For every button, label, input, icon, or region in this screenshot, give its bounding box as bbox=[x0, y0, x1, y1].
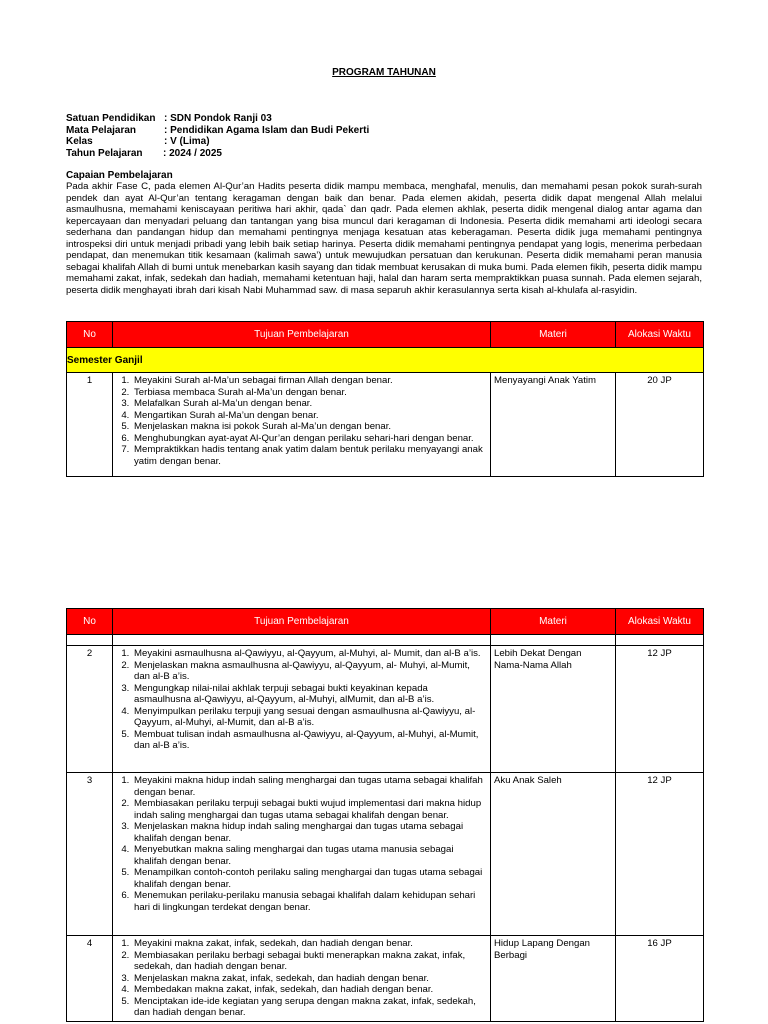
list-item: 3. Menjelaskan makna hidup indah saling menghargai dan tugas utama sebagai khalifah dengan benar. bbox=[132, 821, 486, 844]
list-item: 2. Membiasakan perilaku berbagi sebagai bukti menerapkan makna zakat, infak, sedekah, dan hadiah dengan benar. bbox=[132, 950, 486, 973]
empty-row bbox=[67, 635, 704, 646]
materi-cell: Menyayangi Anak Yatim bbox=[491, 373, 616, 477]
list-item: 7. Mempraktikkan hadis tentang anak yatim dalam bentuk perilaku menyayangi anak yatim dengan benar. bbox=[132, 444, 486, 467]
list-item: 1. Meyakini Surah al-Ma’un sebagai firman Allah dengan benar. bbox=[132, 375, 486, 387]
list-item: 3. Melafalkan Surah al-Ma’un dengan benar. bbox=[132, 398, 486, 410]
header-no: No bbox=[67, 322, 113, 348]
empty-cell bbox=[616, 635, 704, 646]
alokasi-cell: 16 JP bbox=[616, 936, 704, 1022]
row-number: 3 bbox=[67, 773, 113, 936]
capaian-paragraph: Pada akhir Fase C, pada elemen Al-Qur’an Hadits peserta didik mampu membaca, menghafal, menulis, dan memahami pesan pokok surah-surah pendek dan ayat Al-Qur’an tentang keragaman dengan baik dan benar. Pada elemen akidah, peserta didik dapat mengenal Allah melalui asmaulhusna, memahami keniscayaan peritiwa hari akhir, qada` dan qadr. Pada elemen akhlak, peserta didik mengenal dialog antar agama dan kepercayaan dan menyadari peluang dan tantangan yang bisa muncul dari keragaman di Indonesia. Peserta didik memahami arti ideologi secara sederhana dan pandangan hidup dan memahami pentingnya menjaga kesatuan atas keberagaman. Peserta didik juga memahami pentingnya introspeksi diri untuk menjadi pribadi yang lebih baik setiap harinya. Peserta didik memahami pentingnya pendapat yang logis, menerima perbedaan pendapat, dan menemukan titik kesamaan (kalimah sawa’) untuk mewujudkan persatuan dan kerukunan. Peserta didik memahami peran manusia sebagai khalifah Allah di bumi untuk menebarkan kasih sayang dan tidak membuat kerusakan di muka bumi. Pada elemen fikih, peserta didik mampu memahami zakat, infak, sedekah dan hadiah, memahami ketentuan haji, halal dan haram serta mempraktikkan puasa sunnah. Pada elemen sejarah, peserta didik menghayati ibrah dari kisah Nabi Muhammad saw. di masa separuh akhir kerasulannya serta kisah al-khulafa al-rasyidin. bbox=[66, 181, 702, 296]
list-item: 5. Menciptakan ide-ide kegiatan yang serupa dengan makna zakat, infak, sedekah, dan hadiah dengan benar. bbox=[132, 996, 486, 1019]
empty-cell bbox=[491, 635, 616, 646]
materi-cell: Aku Anak Saleh bbox=[491, 773, 616, 936]
tujuan-list bbox=[113, 773, 490, 915]
info-value: : SDN Pondok Ranji 03 bbox=[164, 113, 272, 124]
tujuan-cell bbox=[113, 373, 491, 477]
table-row bbox=[67, 936, 704, 1022]
row-number: 1 bbox=[67, 373, 113, 477]
tujuan-cell bbox=[113, 646, 491, 773]
tujuan-cell bbox=[113, 936, 491, 1022]
empty-cell bbox=[67, 635, 113, 646]
program-table-1 bbox=[66, 321, 704, 477]
list-item: 3. Menjelaskan makna zakat, infak, sedekah, dan hadiah dengan benar. bbox=[132, 973, 486, 985]
header-no: No bbox=[67, 609, 113, 635]
info-label: Satuan Pendidikan bbox=[66, 113, 156, 124]
info-label: Mata Pelajaran bbox=[66, 124, 137, 136]
program-table-2 bbox=[66, 608, 704, 1022]
semester-row bbox=[67, 348, 704, 373]
identity-block bbox=[66, 113, 369, 159]
info-value: : 2024 / 2025 bbox=[163, 147, 222, 159]
list-item: 4. Mengartikan Surah al-Ma’un dengan benar. bbox=[132, 410, 486, 422]
table-row bbox=[67, 773, 704, 936]
list-item: 5. Menjelaskan makna isi pokok Surah al-Ma’un dengan benar. bbox=[132, 421, 486, 433]
header-materi: Materi bbox=[491, 322, 616, 348]
tujuan-list bbox=[113, 646, 490, 754]
page-title: PROGRAM TAHUNAN bbox=[332, 67, 436, 78]
list-item: 5. Membuat tulisan indah asmaulhusna al-Qawiyyu, al-Qayyum, al-Muhyi, al-Mumit, dan al-B a’is. bbox=[132, 729, 486, 752]
capaian-heading: Capaian Pembelajaran bbox=[66, 170, 173, 181]
info-value: : V (Lima) bbox=[164, 136, 210, 147]
table-header-row bbox=[67, 609, 704, 635]
info-row bbox=[66, 113, 369, 125]
list-item: 4. Menyebutkan makna saling menghargai dan tugas utama manusia sebagai khalifah dengan benar. bbox=[132, 844, 486, 867]
semester-label: Semester Ganjil bbox=[67, 348, 704, 373]
table-row bbox=[67, 373, 704, 477]
list-item: 3. Mengungkap nilai-nilai akhlak terpuji sebagai bukti keyakinan kepada asmaulhusna al-Qawiyyu, al-Qayyum, al-Muhyi, alMumit, dan al-B a’is. bbox=[132, 683, 486, 706]
list-item: 4. Membedakan makna zakat, infak, sedekah, dan hadiah dengan benar. bbox=[132, 984, 486, 996]
list-item: 2. Terbiasa membaca Surah al-Ma’un dengan benar. bbox=[132, 387, 486, 399]
list-item: 2. Membiasakan perilaku terpuji sebagai bukti wujud implementasi dari makna hidup indah saling menghargai dan tugas utama sebagai khalifah dengan benar. bbox=[132, 798, 486, 821]
alokasi-cell: 20 JP bbox=[616, 373, 704, 477]
alokasi-cell: 12 JP bbox=[616, 773, 704, 936]
info-value: : Pendidikan Agama Islam dan Budi Pekerti bbox=[164, 124, 370, 136]
info-row bbox=[66, 125, 369, 137]
info-row bbox=[66, 136, 369, 148]
list-item: 1. Meyakini makna zakat, infak, sedekah, dan hadiah dengan benar. bbox=[132, 938, 486, 950]
list-item: 5. Menampilkan contoh-contoh perilaku saling menghargai dan tugas utama sebagai khalifah dengan benar. bbox=[132, 867, 486, 890]
table-row bbox=[67, 646, 704, 773]
header-alokasi: Alokasi Waktu bbox=[616, 322, 704, 348]
tujuan-list bbox=[113, 936, 490, 1021]
info-label: Kelas bbox=[66, 136, 93, 147]
list-item: 1. Meyakini makna hidup indah saling menghargai dan tugas utama sebagai khalifah dengan benar. bbox=[132, 775, 486, 798]
tujuan-list bbox=[113, 373, 490, 469]
table-header-row bbox=[67, 322, 704, 348]
info-row bbox=[66, 148, 369, 160]
materi-cell: Hidup Lapang Dengan Berbagi bbox=[491, 936, 616, 1022]
list-item: 1. Meyakini asmaulhusna al-Qawiyyu, al-Qayyum, al-Muhyi, al- Mumit, dan al-B a’is. bbox=[132, 648, 486, 660]
header-alokasi: Alokasi Waktu bbox=[616, 609, 704, 635]
list-item: 6. Menghubungkan ayat-ayat Al-Qur’an dengan perilaku sehari-hari dengan benar. bbox=[132, 433, 486, 445]
header-tujuan: Tujuan Pembelajaran bbox=[113, 322, 491, 348]
list-item: 2. Menjelaskan makna asmaulhusna al-Qawiyyu, al-Qayyum, al- Muhyi, al-Mumit, dan al-B a’is. bbox=[132, 660, 486, 683]
header-materi: Materi bbox=[491, 609, 616, 635]
list-item: 6. Menemukan perilaku-perilaku manusia sebagai khalifah dalam kehidupan sehari hari di lingkungan terdekat dengan benar. bbox=[132, 890, 486, 913]
list-item: 4. Menyimpulkan perilaku terpuji yang sesuai dengan asmaulhusna al-Qawiyyu, al-Qayyum, al-Muhyi, al-Mumit, dan al-B a’is. bbox=[132, 706, 486, 729]
info-label: Tahun Pelajaran bbox=[66, 147, 143, 159]
header-tujuan: Tujuan Pembelajaran bbox=[113, 609, 491, 635]
tujuan-cell bbox=[113, 773, 491, 936]
row-number: 2 bbox=[67, 646, 113, 773]
empty-cell bbox=[113, 635, 491, 646]
materi-cell: Lebih Dekat Dengan Nama-Nama Allah bbox=[491, 646, 616, 773]
alokasi-cell: 12 JP bbox=[616, 646, 704, 773]
row-number: 4 bbox=[67, 936, 113, 1022]
